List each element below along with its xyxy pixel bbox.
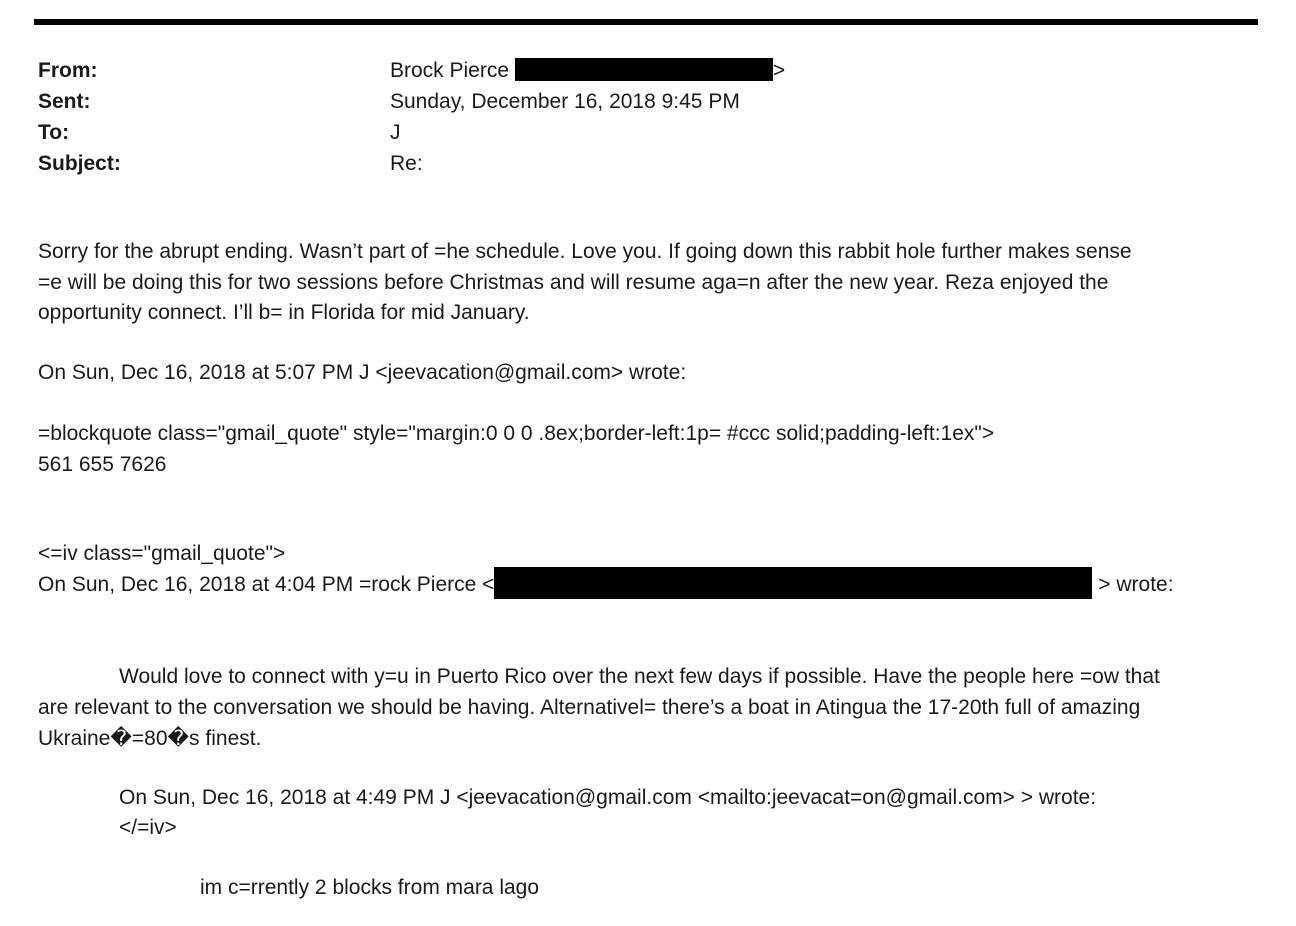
reply-line: opportunity connect. I’ll b= in Florida for mid January. (38, 301, 530, 324)
sent-value: Sunday, December 16, 2018 9:45 PM (390, 90, 740, 113)
redacted-email-block (515, 58, 773, 81)
quote2-header-suffix: > wrote: (1092, 572, 1174, 596)
quote3-block (119, 783, 1096, 843)
quote2-header-prefix: On Sun, Dec 16, 2018 at 4:04 PM =rock Pierce < (38, 572, 495, 596)
quote3-text: im c=rrently 2 blocks from mara lago (200, 876, 540, 899)
from-label: From: (38, 59, 98, 82)
to-label: To: (38, 121, 70, 144)
quote2-line: Ukraine�=80�s finest. (38, 727, 262, 750)
quote1-header: On Sun, Dec 16, 2018 at 5:07 PM J <jeevacation@gmail.com> wrote: (38, 361, 687, 384)
reply-paragraph (38, 237, 1132, 329)
quote2-line: Would love to connect with y=u in Puerto Rico over the next few days if possible. Have the people here =ow that (119, 665, 1160, 688)
phone-number: 561 655 7626 (38, 452, 167, 476)
quote2-paragraph (38, 661, 1160, 754)
quote2-header (38, 570, 1174, 601)
subject-value: Re: (390, 152, 423, 175)
redacted-email-block (494, 567, 1092, 599)
from-suffix: > (772, 59, 786, 82)
from-value (390, 55, 785, 86)
quote2-block (38, 539, 1174, 600)
quote2-line: are relevant to the conversation we should be having. Alternativel= there’s a boat in Atingua the 17-20th full of amazing (38, 696, 1141, 719)
sender-name: Brock Pierce (390, 59, 515, 82)
sent-label: Sent: (38, 90, 91, 113)
top-rule (34, 19, 1258, 25)
to-value: J (390, 121, 401, 144)
reply-line: Sorry for the abrupt ending. Wasn’t part of =he schedule. Love you. If going down this rabbit hole further makes sense (38, 240, 1132, 263)
blockquote-markup (38, 419, 994, 480)
close-div-markup: </=iv> (119, 816, 177, 839)
subject-label: Subject: (38, 152, 121, 175)
quote3-header: On Sun, Dec 16, 2018 at 4:49 PM J <jeevacation@gmail.com <mailto:jeevacat=on@gmail.com> > wrote: (119, 786, 1097, 809)
div-markup-line: <=iv class="gmail_quote"> (38, 542, 286, 565)
blockquote-line: =blockquote class="gmail_quote" style="margin:0 0 0 .8ex;border-left:1p= #ccc solid;padding-left:1ex"> (38, 422, 995, 445)
reply-line: =e will be doing this for two sessions before Christmas and will resume aga=n after the new year. Reza enjoyed the (38, 270, 1109, 294)
